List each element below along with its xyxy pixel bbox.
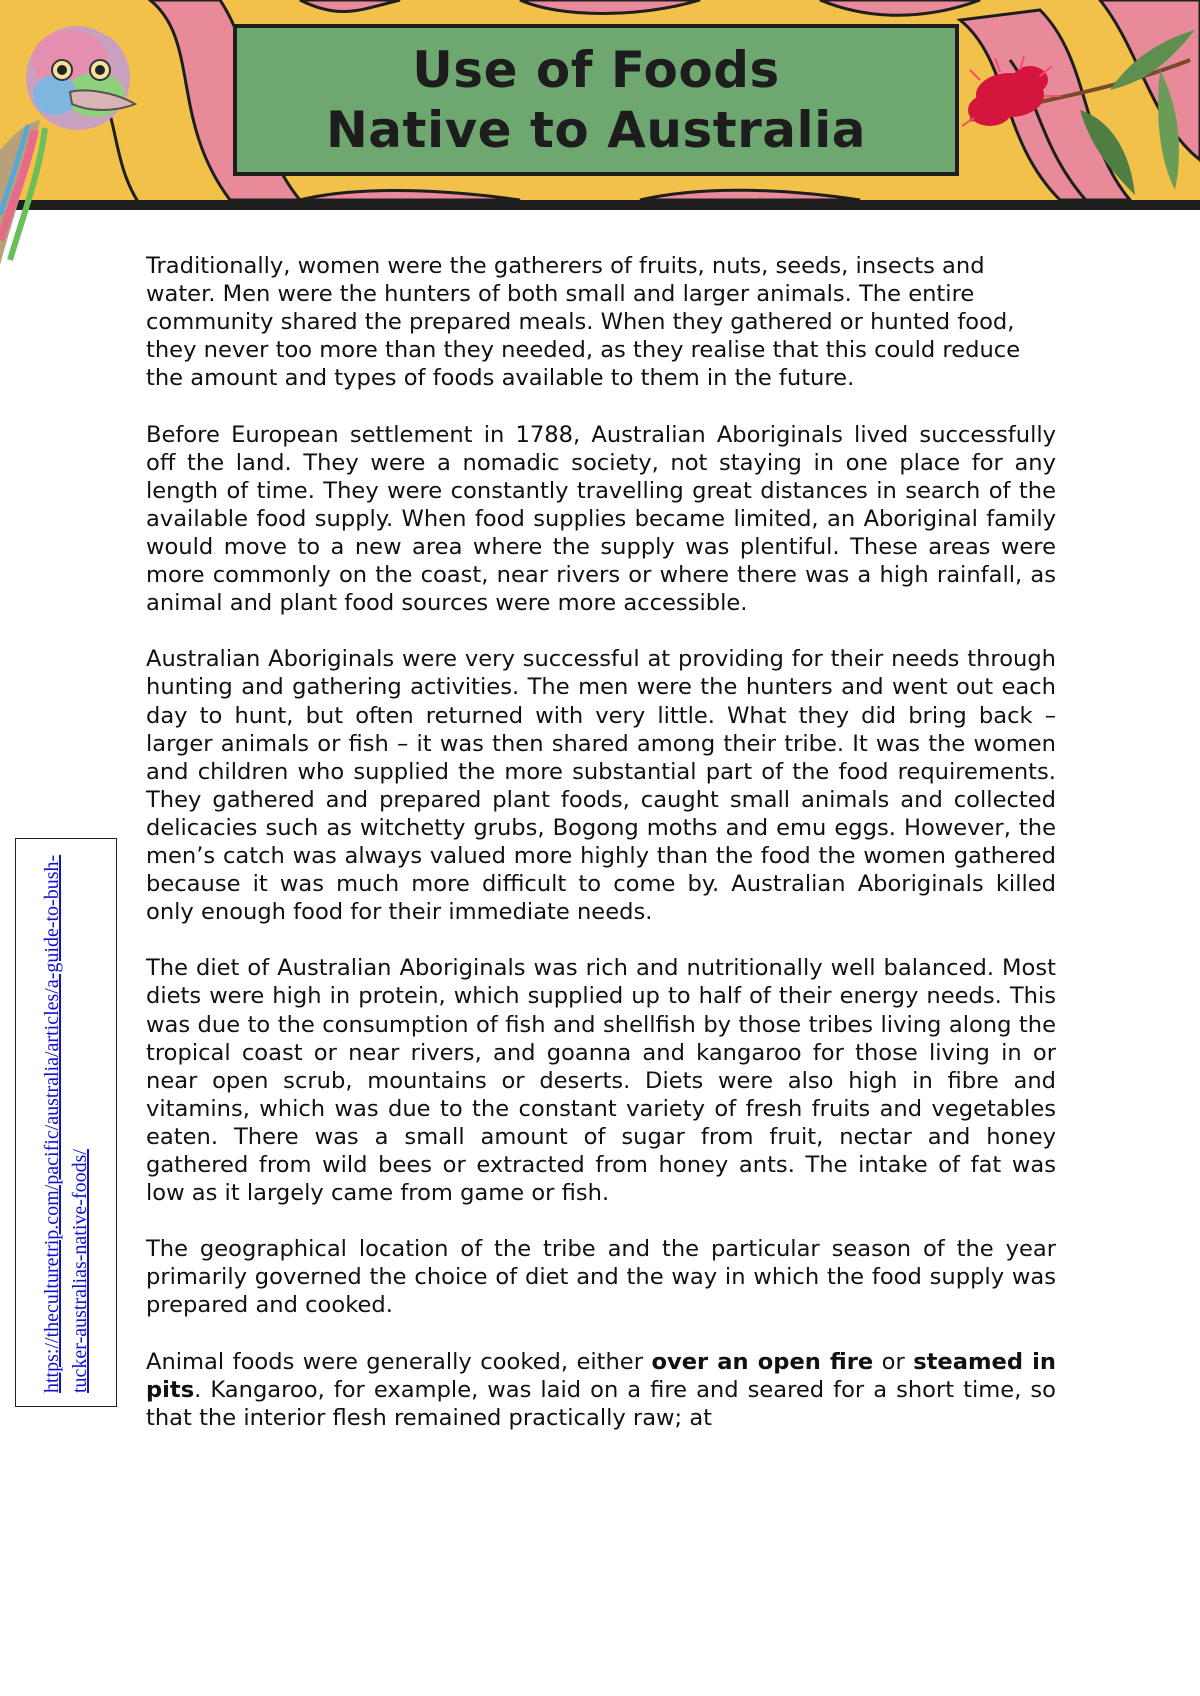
paragraph-3: Australian Aboriginals were very successful at providing for their needs through hunting and gathering activities. The men were the hunters and went out each day to hunt, but often returned with very little. What they did bring back – larger animals or fish – it was then shared among their tribe. It was the women and children who supplied the more substantial part of the food requirements. They gathered and prepared plant foods, caught small animals and collected delicacies such as witchetty grubs, Bogong moths and emu eggs. However, the men’s catch was always valued more highly than the food the women gathered because it was much more difficult to come by. Australian Aboriginals killed only enough food for their immediate needs. xyxy=(146,646,1056,926)
emu-image xyxy=(0,0,200,270)
title-line-2: Native to Australia xyxy=(325,101,867,159)
p6-bold-open-fire: over an open fire xyxy=(651,1348,874,1375)
bottlebrush-flower-image xyxy=(960,0,1200,210)
p6-text-e: . Kangaroo, for example, was laid on a fire and seared for a short time, so that the interior flesh remained practically raw; at xyxy=(146,1376,1056,1431)
article-body xyxy=(146,252,1056,1432)
title-line-1: Use of Foods xyxy=(412,41,780,99)
p6-text-a: Animal foods were generally cooked, either xyxy=(146,1348,652,1375)
p6-bold-steamed-pits: steamed in pits xyxy=(146,1348,1056,1403)
paragraph-6 xyxy=(146,1348,1056,1432)
source-link-box xyxy=(15,838,117,1407)
paragraph-5: The geographical location of the tribe and the particular season of the year primarily governed the choice of diet and the way in which the food supply was prepared and cooked. xyxy=(146,1236,1056,1319)
paragraph-4: The diet of Australian Aboriginals was rich and nutritionally well balanced. Most diets were high in protein, which supplied up to half of their energy needs. This was due to the consumption of fish and shellfish by those tribes living along the tropical coast or near rivers, and goanna and kangaroo for those living in or near open scrub, mountains or deserts. Diets were also high in fibre and vitamins, which was due to the constant variety of fresh fruits and vegetables eaten. There was a small amount of sugar from fruit, nectar and honey gathered from wild bees or extracted from honey ants. The intake of fat was low as it largely came from game or fish. xyxy=(146,955,1056,1207)
paragraph-2: Before European settlement in 1788, Australian Aboriginals lived successfully off the land. They were a nomadic society, not staying in one place for any length of time. They were constantly travelling great distances in search of the available food supply. When food supplies became limited, an Aboriginal family would move to a new area where the supply was plentiful. These areas were more commonly on the coast, near rivers or where there was a high rainfall, as animal and plant food sources were more accessible. xyxy=(146,421,1056,617)
source-link[interactable]: https://theculturetrip.com/pacific/australia/articles/a-guide-to-bush-tucker-australias-native-foods/ xyxy=(41,854,91,1393)
paragraph-1: Traditionally, women were the gatherers of fruits, nuts, seeds, insects and water. Men were the hunters of both small and larger animals. The entire community shared the prepared meals. When they gathered or hunted food, they never too more than they needed, as they realise that this could reduce the amount and types of foods available to them in the future. xyxy=(146,253,1021,392)
title-box xyxy=(233,24,959,176)
p6-text-c: or xyxy=(873,1348,914,1375)
